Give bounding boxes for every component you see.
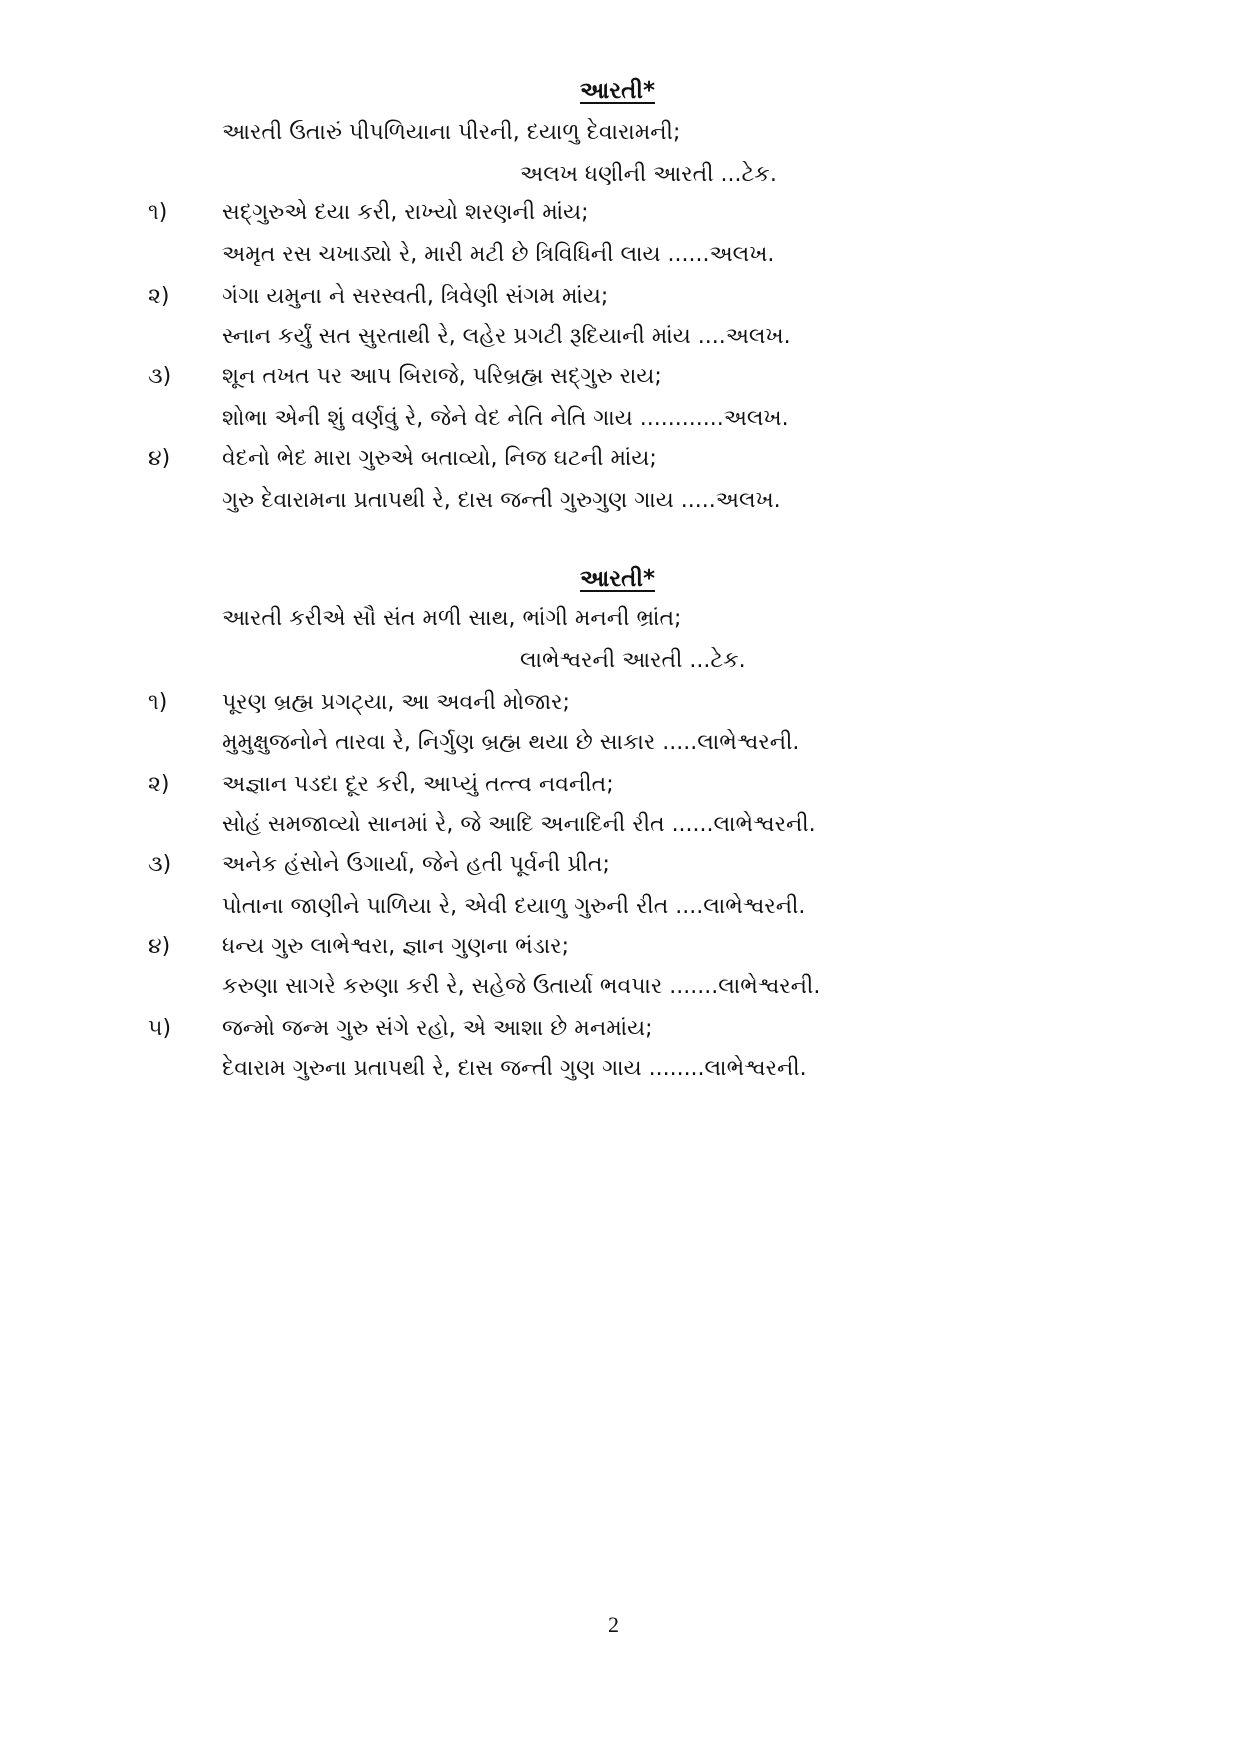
verse-line: પોતાના જાણીને પાળિયા રે, એવી દયાળુ ગુરુની રીત ....લાભેશ્વરની. xyxy=(222,894,806,919)
verse-line: દેવારામ ગુરુના પ્રતાપથી રે, દાસ જન્તી ગુણ ગાય ........લાભેશ્વરની. xyxy=(222,1056,807,1081)
section-2-title: આરતી* xyxy=(580,566,656,592)
verse-line: ગંગા યમુના ને સરસ્વતી, ત્રિવેણી સંગમ માંય; xyxy=(222,284,609,309)
section-1-opening: આરતી ઉતારું પીપળિયાના પીરની, દયાળુ દેવારામની; xyxy=(222,120,681,145)
verse-line: સોહં સમજાવ્યો સાનમાં રે, જે આદિ અનાદિની રીત ......લાભેશ્વરની. xyxy=(222,812,816,837)
verse-number: ૩) xyxy=(148,852,172,877)
page-number: 2 xyxy=(608,1612,619,1637)
verse-line: જન્મો જન્મ ગુરુ સંગે રહો, એ આશા છે મનમાંય; xyxy=(222,1016,653,1041)
verse-line: અજ્ઞાન પડદા દૂર કરી, આપ્યું તત્ત્વ નવનીત; xyxy=(222,772,614,797)
verse-line: અનેક હંસોને ઉગાર્યા, જેને હતી પૂર્વની પ્રીત; xyxy=(222,852,610,877)
verse-line: શૂન તખત પર આપ બિરાજે, પરિબ્રહ્મ સદ્‌ગુરુ રાય; xyxy=(222,364,662,389)
verse-number: ૨) xyxy=(148,772,170,797)
section-2-refrain: લાભેશ્વરની આરતી ...ટેક. xyxy=(520,648,746,673)
verse-number: ૪) xyxy=(148,446,171,471)
verse-line: સદ્‌ગુરુએ દયા કરી, રાખ્યો શરણની માંય; xyxy=(222,200,589,225)
verse-line: પૂરણ બ્રહ્મ પ્રગટ્યા, આ અવની મોજાર; xyxy=(222,690,570,715)
verse-number: ૧) xyxy=(148,690,168,715)
verse-line: ધન્ય ગુરુ લાભેશ્વરા, જ્ઞાન ગુણના ભંડાર; xyxy=(222,934,570,959)
verse-number: ૩) xyxy=(148,364,172,389)
verse-number: ૫) xyxy=(148,1016,172,1041)
verse-line: વેદનો ભેદ મારા ગુરુએ બતાવ્યો, નિજ ઘટની માંય; xyxy=(222,446,657,471)
verse-number: ૧) xyxy=(148,200,168,225)
verse-number: ૨) xyxy=(148,284,170,309)
verse-line: અમૃત રસ ચખાડ્યો રે, મારી મટી છે ત્રિવિધિની લાય ......અલખ. xyxy=(222,242,775,267)
verse-number: ૪) xyxy=(148,934,171,959)
section-1-title: આરતી* xyxy=(580,78,656,104)
verse-line: મુમુક્ષુજનોને તારવા રે, નિર્ગુણ બ્રહ્મ થયા છે સાકાર .....લાભેશ્વરની. xyxy=(222,730,800,755)
section-2-opening: આરતી કરીએ સૌ સંત મળી સાથ, ભાંગી મનની ભ્રાંત; xyxy=(222,606,682,631)
verse-line: સ્નાન કર્યું સત સુરતાથી રે, લહેર પ્રગટી રૂદિયાની માંય ....અલખ. xyxy=(222,324,791,349)
verse-line: શોભા એની શું વર્ણવું રે, જેને વેદ નેતિ નેતિ ગાય ............અલખ. xyxy=(222,406,789,431)
section-1-refrain: અલખ ધણીની આરતી ...ટેક. xyxy=(520,162,777,187)
verse-line: કરુણા સાગરે કરુણા કરી રે, સહેજે ઉતાર્યા ભવપાર .......લાભેશ્વરની. xyxy=(222,974,821,999)
verse-line: ગુરુ દેવારામના પ્રતાપથી રે, દાસ જન્તી ગુરુગુણ ગાય .....અલખ. xyxy=(222,488,781,513)
